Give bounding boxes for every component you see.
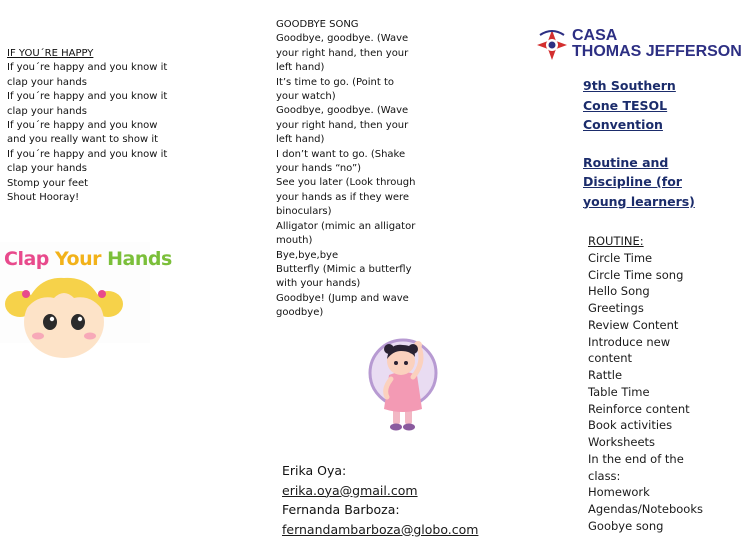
routine-item: Circle Time	[588, 250, 653, 265]
goodbye-song-line: your hands as if they were	[276, 191, 410, 203]
routine-item: Table Time	[588, 384, 650, 399]
brochure-title-block	[583, 76, 713, 211]
clap-your-hands-caption: Clap Your Hands	[4, 248, 172, 270]
routine-item: Review Content	[588, 317, 679, 332]
goodbye-song-line: with your hands)	[276, 278, 361, 290]
goodbye-song-line: left hand)	[276, 62, 325, 74]
happy-song-line: If you´re happy and you know it	[7, 91, 168, 103]
goodbye-song-line: Alligator (mimic an alligator	[276, 220, 416, 232]
goodbye-song-line: mouth)	[276, 235, 313, 247]
routine-item: Agendas/Notebooks	[588, 502, 703, 516]
logo-text	[572, 28, 742, 60]
event-name-line: 9th Southern	[583, 78, 676, 93]
routine-item: Circle Time song	[588, 267, 684, 282]
happy-song-line: and you really want to show it	[7, 134, 159, 146]
logo-line: CASA	[572, 27, 618, 44]
goodbye-song-line: It’s time to go. (Point to	[276, 76, 395, 88]
routine-item: Worksheets	[588, 435, 656, 449]
happy-song-title: IF YOU´RE HAPPY	[7, 48, 94, 59]
topic-line: young learners)	[583, 193, 695, 209]
happy-song-line: clap your hands	[7, 163, 87, 175]
routine-item: Introduce new	[588, 334, 671, 349]
happy-song-line: clap your hands	[7, 76, 87, 88]
happy-song-line: If you´re happy and you know it	[7, 148, 168, 160]
routine-item: Goobye song	[588, 518, 664, 533]
goodbye-song-line: binoculars)	[276, 206, 332, 218]
happy-song-line: Shout Hooray!	[7, 192, 80, 204]
contact-email-link[interactable]: fernandambarboza@globo.com	[282, 521, 479, 537]
goodbye-song-column	[276, 18, 421, 321]
contact-name: Erika Oya:	[282, 463, 347, 478]
routine-item: class:	[588, 468, 621, 483]
goodbye-song-line: left hand)	[276, 134, 325, 146]
topic-line: Routine and	[583, 154, 669, 170]
goodbye-song-line: your hands “no”)	[276, 163, 362, 175]
clap-your-hands-illustration	[0, 242, 172, 343]
happy-song-line: If you´re happy and you know	[7, 120, 158, 132]
routine-item: Homework	[588, 485, 650, 500]
routine-item: Hello Song	[588, 284, 650, 299]
goodbye-song-line: Goodbye, goodbye. (Wave	[276, 33, 409, 45]
event-name-line: Cone TESOL	[583, 97, 668, 113]
goodbye-song-line: your right hand, then your	[276, 47, 409, 59]
routine-item: Greetings	[588, 301, 644, 315]
goodbye-song-line: your watch)	[276, 91, 336, 103]
routine-item: In the end of the	[588, 451, 684, 466]
contact-name: Fernanda Barboza:	[282, 502, 400, 517]
event-name-line: Convention	[583, 117, 663, 132]
goodbye-song-title: GOODBYE SONG	[276, 19, 359, 30]
happy-song-line: Stomp your feet	[7, 177, 89, 189]
goodbye-song-line: goodbye)	[276, 307, 324, 319]
goodbye-song-line: Goodbye! (Jump and wave	[276, 292, 409, 304]
waving-girl-icon	[367, 323, 439, 435]
contact-email-link[interactable]: erika.oya@gmail.com	[282, 482, 418, 498]
routine-heading: ROUTINE:	[588, 234, 644, 248]
topic-line: Discipline (for	[583, 174, 682, 189]
happy-song-column	[7, 47, 187, 205]
goodbye-song-line: I don’t want to go. (Shake	[276, 148, 406, 160]
routine-item: Rattle	[588, 368, 623, 382]
happy-song-line: clap your hands	[7, 105, 87, 117]
goodbye-song-line: See you later (Look through	[276, 177, 416, 189]
girl-face-icon	[0, 242, 150, 343]
logo-line: THOMAS JEFFERSON	[572, 43, 742, 60]
goodbye-song-line: your right hand, then your	[276, 119, 409, 131]
happy-song-line: If you´re happy and you know it	[7, 62, 168, 74]
goodbye-song-line: Butterfly (Mimic a butterfly	[276, 263, 412, 275]
routine-item: content	[588, 351, 633, 366]
contacts-block	[282, 461, 497, 539]
goodbye-song-line: Bye,bye,bye	[276, 249, 339, 261]
goodbye-song-line: Goodbye, goodbye. (Wave	[276, 105, 409, 117]
routine-item: Book activities	[588, 418, 673, 433]
routine-item: Reinforce content	[588, 401, 690, 416]
routine-list	[588, 233, 718, 535]
